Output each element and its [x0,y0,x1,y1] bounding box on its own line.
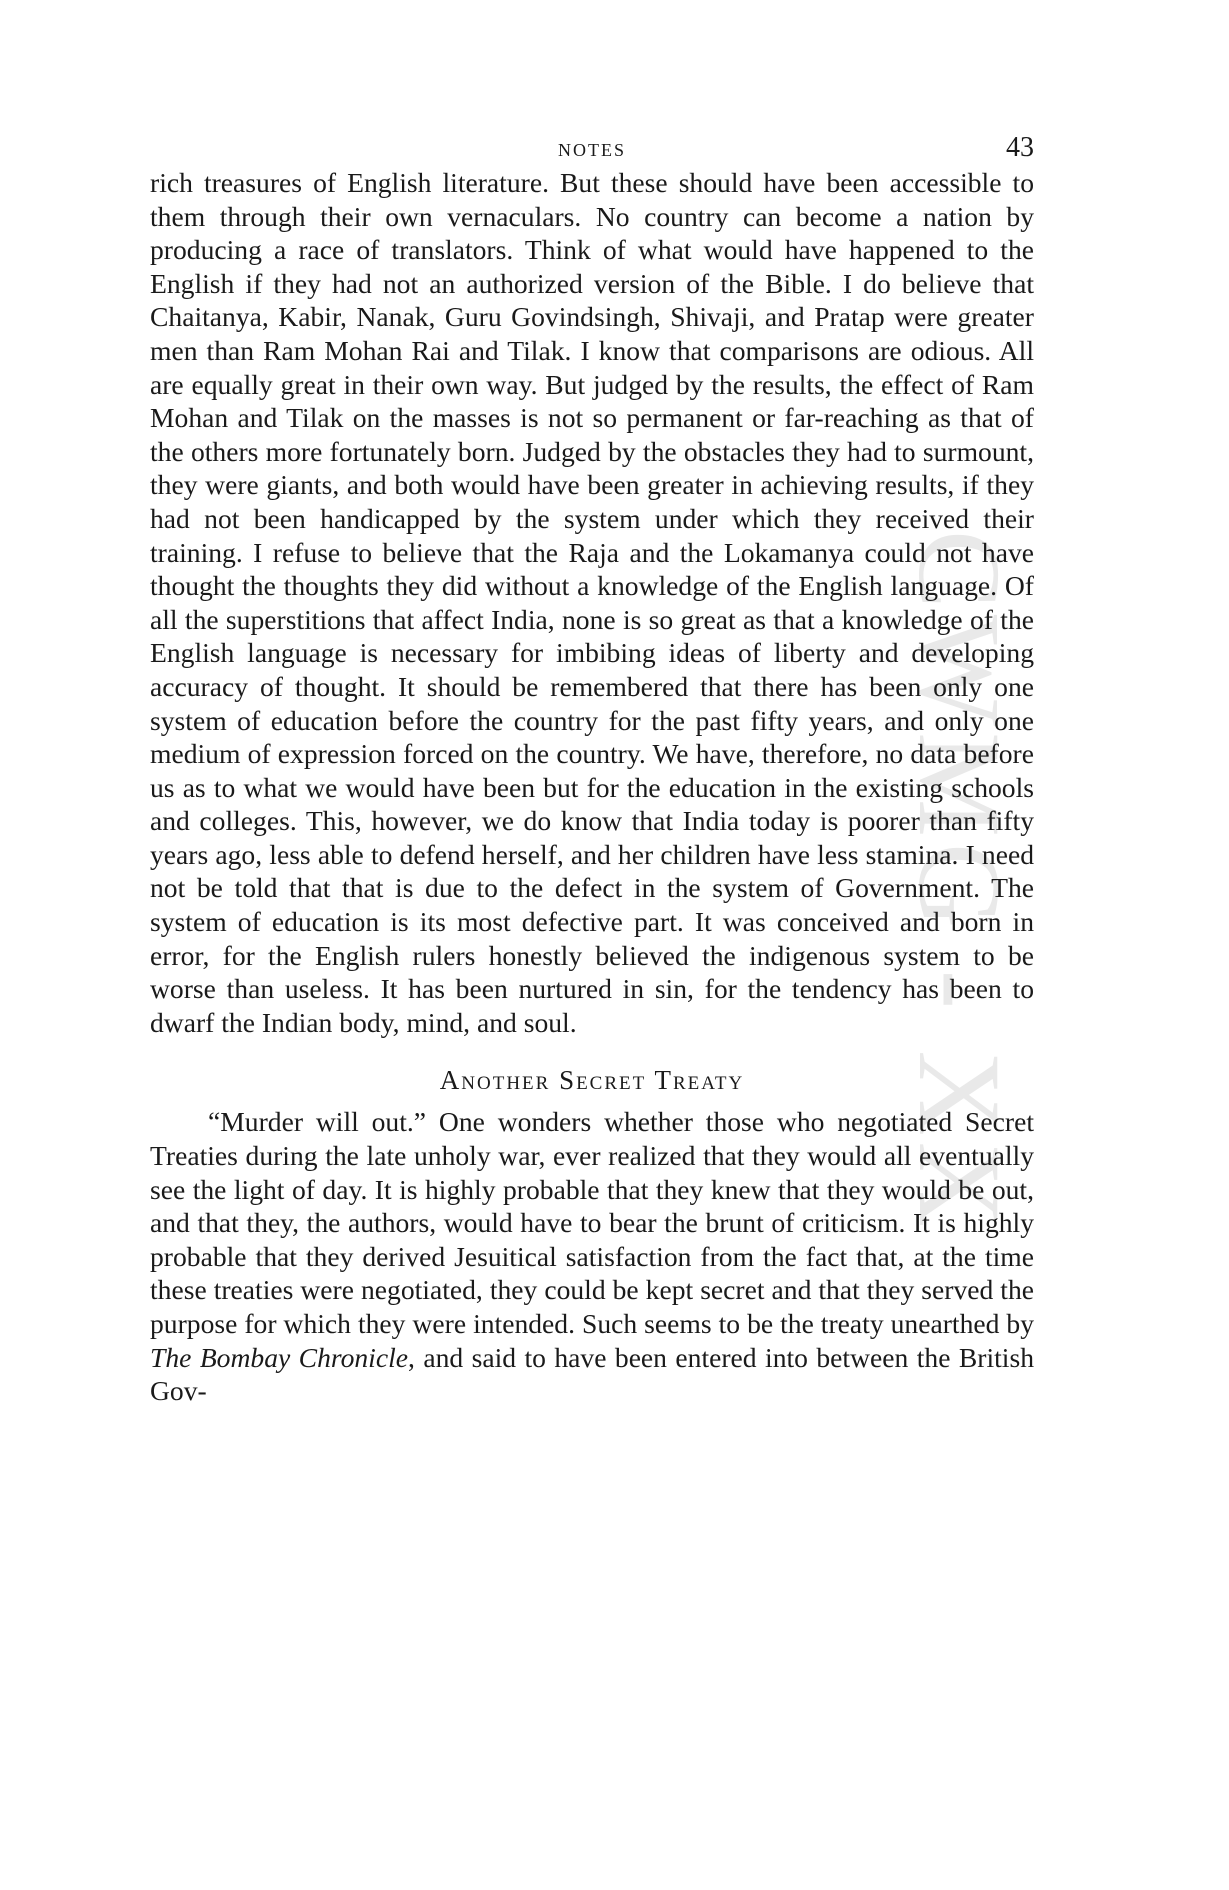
page [150,130,1034,1408]
body-paragraph-1: rich treasures of English literature. But these should have been accessible to them through their own vernaculars. No country can become a nation by producing a race of translators. Think of what would have happened to the English if they had not an authorized version of the Bible. I do believe that Chaitanya, Kabir, Nanak, Guru Govindsingh, Shivaji, and Pratap were greater men than Ram Mohan Rai and Tilak. I know that comparisons are odious. All are equally great in their own way. But judged by the results, the effect of Ram Mohan and Tilak on the masses is not so permanent or far-reaching as that of the others more fortunately born. Judged by the obstacles they had to surmount, they were giants, and both would have been greater in achieving results, if they had not been handicapped by the system under which they received their training. I refuse to believe that the Raja and the Lokamanya could not have thought the thoughts they did without a knowledge of the English language. Of all the superstitions that affect India, none is so great as that a knowledge of the English language is necessary for imbibing ideas of liberty and developing accuracy of thought. It should be remembered that there has been only one system of education before the country for the past fifty years, and only one medium of expression forced on the country. We have, therefore, no data before us as to what we would have been but for the education in the existing schools and colleges. This, however, we do know that India today is poorer than fifty years ago, less able to defend herself, and her children have less stamina. I need not be told that that is due to the defect in the system of Government. The system of education is its most defective part. It was conceived and born in error, for the English rulers honestly believed the indigenous system to be worse than useless. It has been nurtured in sin, for the tendency has been to dwarf the Indian body, mind, and soul. [150,167,1034,1038]
section-heading: Another Secret Treaty [439,1065,745,1096]
watermark: CWMG - XX [894,530,1025,1233]
running-head [150,130,1034,166]
paragraph-2-text-before-title: “Murder will out.” One wonders whether those who negotiated Secret Treaties during the late unholy war, ever realized that they would all eventually see the light of day. It is highly probable that they knew that they would be out, and that they, the authors, would have to bear the brunt of criticism. It is highly probable that they derived Jesuitical satisfaction from the fact that, at the time these treaties were negotiated, they could be kept secret and that they served the purpose for which they were intended. Such seems to be the treaty unearthed by [150,1106,1034,1339]
newspaper-title: The Bombay Chronicle [150,1341,409,1373]
paragraph-2-text-after-title: , and said to have been entered into between the British Gov- [150,1341,1035,1407]
page-number: 43 [1006,132,1034,163]
body-paragraph-2 [150,1105,1034,1407]
running-title: NOTES [558,140,626,160]
